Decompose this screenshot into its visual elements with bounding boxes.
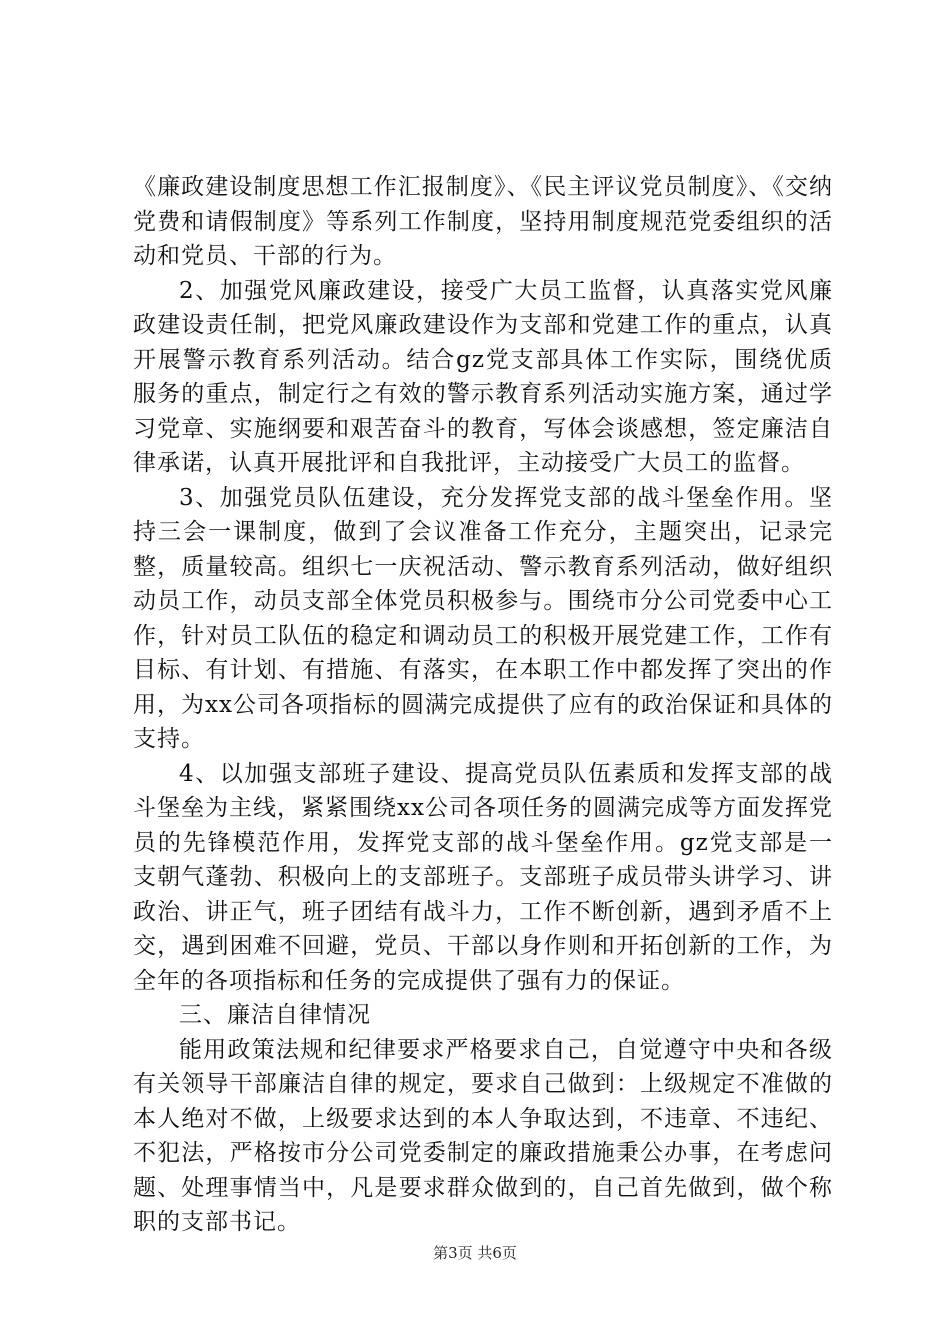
page-number: 第3页 共6页 <box>433 1244 517 1262</box>
paragraph-continuation: 《廉政建设制度思想工作汇报制度》、《民主评议党员制度》、《交纳党费和请假制度》等系列工作制度，坚持用制度规范党委组织的活动和党员、干部的行为。 <box>133 174 833 269</box>
document-body <box>133 170 833 1240</box>
section-heading: 三、廉洁自律情况 <box>179 1002 371 1028</box>
paragraph-item-2: 2、加强党风廉政建设，接受广大员工监督，认真落实党风廉政建设责任制，把党风廉政建设作为支部和党建工作的重点，认真开展警示教育系列活动。结合gz党支部具体工作实际，围绕优质服务的重点，制定行之有效的警示教育系列活动实施方案，通过学习党章、实施纲要和艰苦奋斗的教育，写体会谈感想，签定廉洁自律承诺，认真开展批评和自我批评，主动接受广大员工的监督。 <box>133 277 833 476</box>
paragraph-item-3: 3、加强党员队伍建设，充分发挥党支部的战斗堡垒作用。坚持三会一课制度，做到了会议准备工作充分，主题突出，记录完整，质量较高。组织七一庆祝活动、警示教育系列活动，做好组织动员工作，动员支部全体党员积极参与。围绕市分公司党委中心工作，针对员工队伍的稳定和调动员工的积极开展党建工作，工作有目标、有计划、有措施、有落实，在本职工作中都发挥了突出的作用，为xx公司各项指标的圆满完成提供了应有的政治保证和具体的支持。 <box>133 484 833 752</box>
paragraph-item-4: 4、以加强支部班子建设、提高党员队伍素质和发挥支部的战斗堡垒为主线，紧紧围绕xx公司各项任务的圆满完成等方面发挥党员的先锋模范作用，发挥党支部的战斗堡垒作用。gz党支部是一支朝气蓬勃、积极向上的支部班子。支部班子成员带头讲学习、讲政治、讲正气，班子团结有战斗力，工作不断创新，遇到矛盾不上交，遇到困难不回避，党员、干部以身作则和开拓创新的工作，为全年的各项指标和任务的完成提供了强有力的保证。 <box>133 760 833 994</box>
paragraph-self-discipline: 能用政策法规和纪律要求严格要求自己，自觉遵守中央和各级有关领导干部廉洁自律的规定，要求自己做到：上级规定不准做的本人绝对不做，上级要求达到的本人争取达到，不违章、不违纪、不犯法，严格按市分公司党委制定的廉政措施秉公办事，在考虑问题、处理事情当中，凡是要求群众做到的，自己首先做到，做个称职的支部书记。 <box>133 1036 833 1235</box>
